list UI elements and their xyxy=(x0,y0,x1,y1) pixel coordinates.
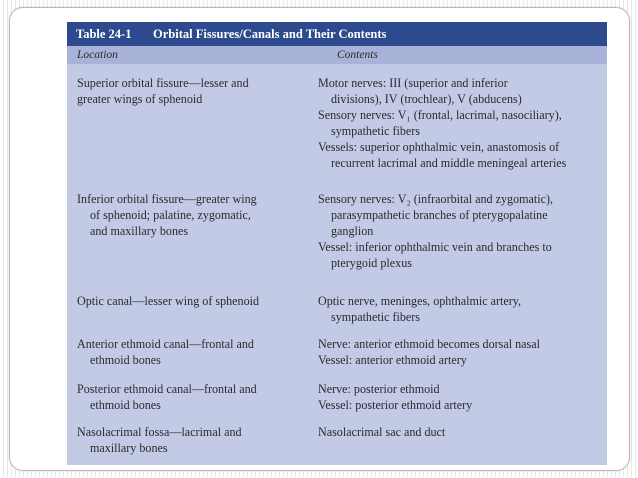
contents-line: sympathetic fibers xyxy=(331,124,420,138)
location-line: maxillary bones xyxy=(90,441,168,455)
contents-line: Sensory nerves: V₁ (frontal, lacrimal, nasociliary), xyxy=(318,108,562,122)
table-number: Table 24-1 xyxy=(76,27,132,41)
location-cell xyxy=(77,336,305,368)
contents-line: Vessel: anterior ethmoid artery xyxy=(318,353,467,367)
location-cell xyxy=(77,191,305,239)
header-contents: Contents xyxy=(337,49,378,61)
contents-line: Vessel: posterior ethmoid artery xyxy=(318,398,473,412)
location-cell xyxy=(77,381,305,413)
location-line: of sphenoid; palatine, zygomatic, xyxy=(90,208,251,222)
contents-cell xyxy=(318,381,604,413)
location-line: Inferior orbital fissure—greater wing xyxy=(77,192,257,206)
location-line: greater wings of sphenoid xyxy=(77,92,203,106)
contents-cell xyxy=(318,424,604,440)
contents-line: parasympathetic branches of pterygopalatine xyxy=(331,208,548,222)
location-line: ethmoid bones xyxy=(90,398,161,412)
contents-entry xyxy=(318,191,604,239)
location-line: Optic canal—lesser wing of sphenoid xyxy=(77,294,260,308)
contents-line: Vessel: inferior ophthalmic vein and branches to xyxy=(318,240,552,254)
contents-entry xyxy=(318,107,604,139)
location-line: ethmoid bones xyxy=(90,353,161,367)
location-line: Anterior ethmoid canal—frontal and xyxy=(77,337,254,351)
location-line: and maxillary bones xyxy=(90,224,189,238)
contents-line: recurrent lacrimal and middle meningeal arteries xyxy=(331,156,567,170)
contents-line: Sensory nerves: V₂ (infraorbital and zygomatic), xyxy=(318,192,554,206)
orbital-fissures-table xyxy=(67,22,607,465)
contents-line: Optic nerve, meninges, ophthalmic artery, xyxy=(318,294,522,308)
contents-line: ganglion xyxy=(331,224,374,238)
contents-cell xyxy=(318,75,604,171)
contents-line: sympathetic fibers xyxy=(331,310,420,324)
header-location: Location xyxy=(77,49,118,61)
contents-line: Nasolacrimal sac and duct xyxy=(318,425,446,439)
location-cell xyxy=(77,424,305,456)
contents-cell xyxy=(318,336,604,368)
contents-entry xyxy=(318,293,604,325)
contents-line: pterygoid plexus xyxy=(331,256,412,270)
table-title-bar xyxy=(67,22,607,46)
contents-entry xyxy=(318,75,604,107)
contents-line: Motor nerves: III (superior and inferior xyxy=(318,76,508,90)
contents-line: divisions), IV (trochlear), V (abducens) xyxy=(331,92,522,106)
contents-cell xyxy=(318,191,604,271)
location-cell xyxy=(77,293,305,309)
contents-entry xyxy=(318,139,604,171)
contents-entry xyxy=(318,239,604,271)
location-cell xyxy=(77,75,305,107)
table-header-row xyxy=(67,46,607,64)
location-line: Nasolacrimal fossa—lacrimal and xyxy=(77,425,242,439)
contents-line: Vessels: superior ophthalmic vein, anastomosis of xyxy=(318,140,560,154)
table-title: Orbital Fissures/Canals and Their Contents xyxy=(153,27,387,41)
location-line: Superior orbital fissure—lesser and xyxy=(77,76,249,90)
contents-line: Nerve: anterior ethmoid becomes dorsal nasal xyxy=(318,337,540,351)
contents-cell xyxy=(318,293,604,325)
location-line: Posterior ethmoid canal—frontal and xyxy=(77,382,257,396)
contents-line: Nerve: posterior ethmoid xyxy=(318,382,440,396)
slide-card xyxy=(9,7,630,471)
